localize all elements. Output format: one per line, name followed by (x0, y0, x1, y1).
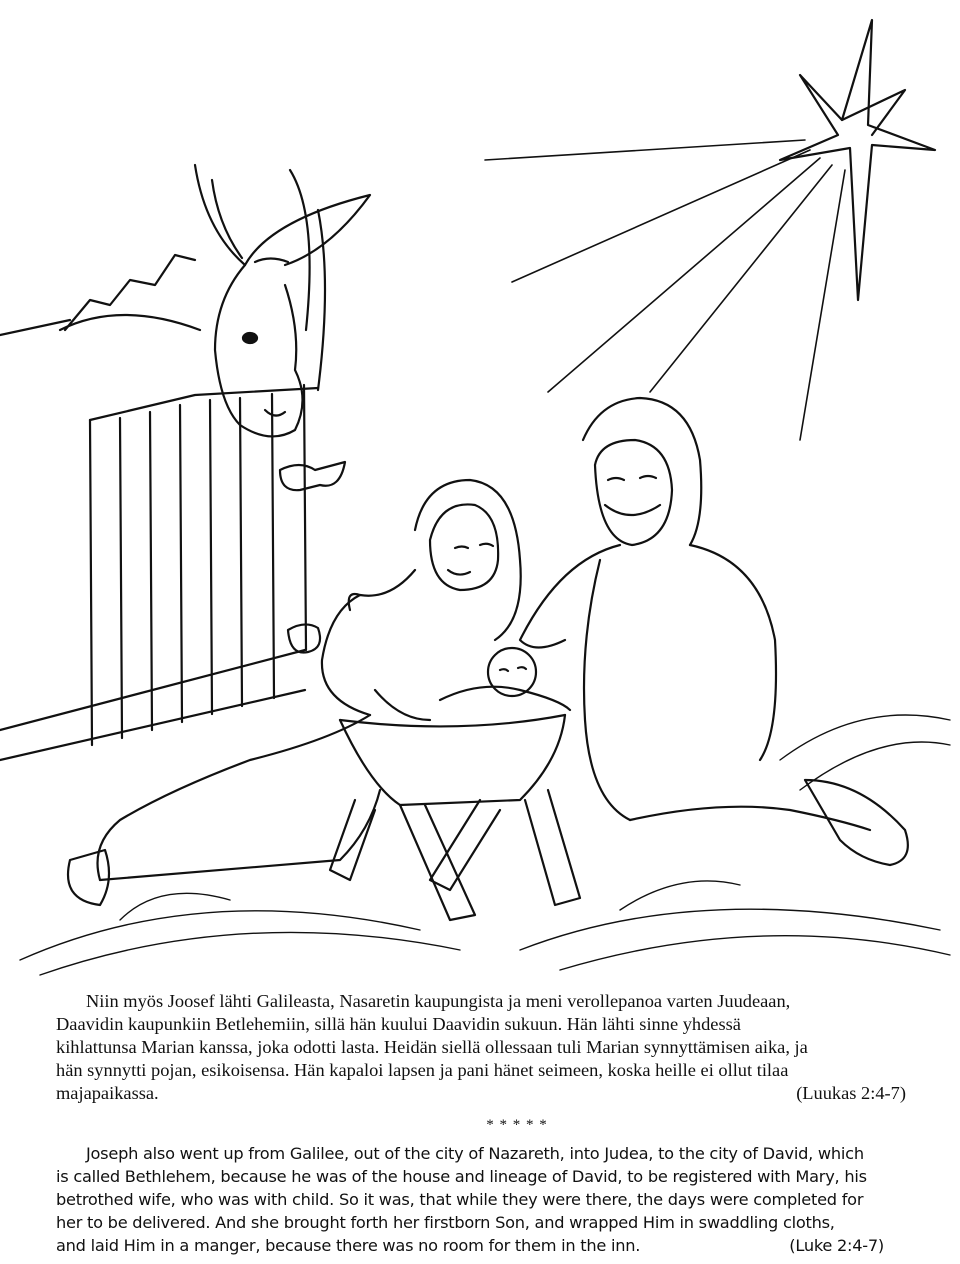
english-line: and laid Him in a manger, because there was no room for them in the inn. (56, 1236, 641, 1255)
finnish-scripture-passage (56, 990, 906, 1105)
finnish-line: majapaikassa. (56, 1083, 159, 1103)
stall-door (90, 388, 345, 745)
section-separator: * * * * * (486, 1117, 548, 1133)
english-line-last (56, 1234, 906, 1257)
english-line: is called Bethlehem, because he was of the house and lineage of David, to be registered with Mary, his (56, 1167, 867, 1186)
english-line: Joseph also went up from Galilee, out of the city of Nazareth, into Judea, to the city of David, which (86, 1144, 864, 1163)
joseph (520, 398, 908, 865)
manger (330, 715, 580, 920)
finnish-line: Daavidin kaupunkiin Betlehemiin, sillä hän kuului Daavidin sukuun. Hän lähti sinne yhdessä (56, 1014, 741, 1034)
english-line: betrothed wife, who was with child. So it was, that while they were there, the days were completed for (56, 1190, 864, 1209)
english-line: her to be delivered. And she brought forth her firstborn Son, and wrapped Him in swaddling cloths, (56, 1213, 835, 1232)
finnish-line: Niin myös Joosef lähti Galileasta, Nasaretin kaupungista ja meni verollepanoa varten Juudeaan, (86, 991, 791, 1011)
english-reference: (Luke 2:4-7) (789, 1236, 884, 1255)
donkey (60, 165, 370, 436)
english-scripture-passage (56, 1142, 906, 1257)
star-of-bethlehem (780, 20, 935, 300)
finnish-reference: (Luukas 2:4-7) (796, 1083, 906, 1103)
straw (20, 715, 950, 975)
light-rays (485, 140, 845, 440)
finnish-line: kihlattunsa Marian kanssa, joka odotti lasta. Heidän siellä ollessaan tuli Marian synnyttämisen aika, ja (56, 1037, 808, 1057)
baby-jesus (375, 648, 570, 720)
finnish-line-last (56, 1082, 906, 1105)
finnish-line: hän synnytti pojan, esikoisensa. Hän kapaloi lapsen ja pani hänet seimeen, koska heille ei ollut tilaa (56, 1060, 789, 1080)
